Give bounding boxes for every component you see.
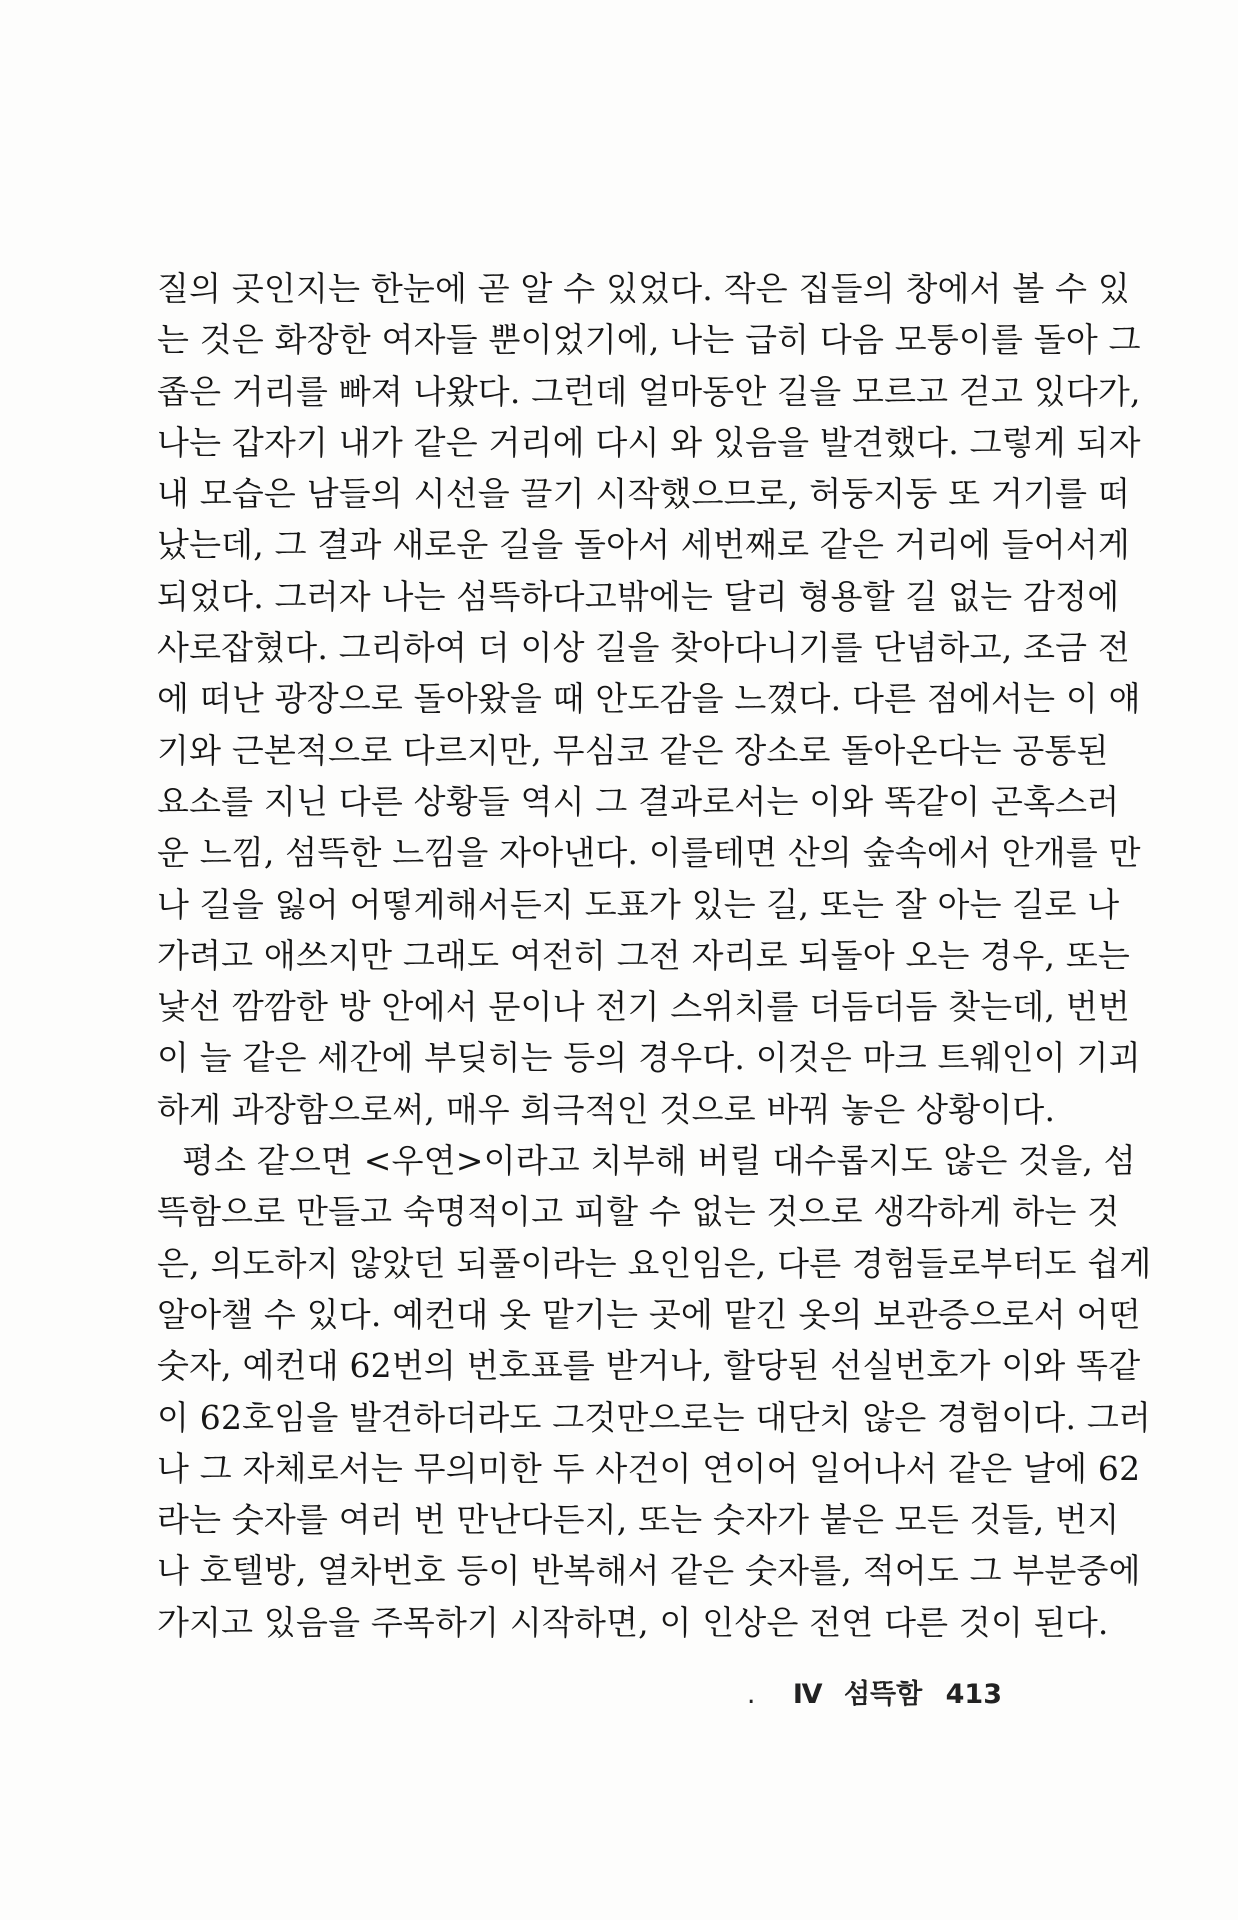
text-line: 나 길을 잃어 어떻게해서든지 도표가 있는 길, 또는 잘 아는 길로 나	[157, 884, 1120, 924]
text-line: 나 호텔방, 열차번호 등이 반복해서 같은 숫자를, 적어도 그 부분중에	[157, 1551, 1141, 1591]
section-title: 섬뜩함	[843, 1679, 923, 1710]
text-line: 숫자, 예컨대 62번의 번호표를 받거나, 할당된 선실번호가 이와 똑같	[157, 1346, 1141, 1386]
text-line: 기와 근본적으로 다르지만, 무심코 같은 장소로 돌아온다는 공통된	[157, 730, 1109, 770]
text-line: 평소 같으면 <우연>이라고 치부해 버릴 대수롭지도 않은 것을, 섬	[182, 1141, 1136, 1181]
text-line: 질의 곳인지는 한눈에 곧 알 수 있었다. 작은 집들의 창에서 볼 수 있	[157, 269, 1130, 308]
text-line: 은, 의도하지 않았던 되풀이라는 요인임은, 다른 경험들로부터도 쉽게	[157, 1243, 1152, 1283]
running-footer	[0, 1672, 1002, 1711]
text-line: 가지고 있음을 주목하기 시작하면, 이 인상은 전연 다른 것이 된다.	[157, 1602, 1109, 1642]
text-line: 나는 갑자기 내가 같은 거리에 다시 와 있음을 발견했다. 그렇게 되자	[157, 422, 1141, 462]
chapter-numeral: Ⅳ	[792, 1679, 823, 1710]
text-line: 이 62호임을 발견하더라도 그것만으로는 대단치 않은 경험이다. 그러	[157, 1397, 1152, 1437]
text-line: 알아챌 수 있다. 예컨대 옷 맡기는 곳에 맡긴 옷의 보관증으로서 어떤	[157, 1294, 1141, 1334]
text-line: 내 모습은 남들의 시선을 끌기 시작했으므로, 허둥지둥 또 거기를 떠	[157, 474, 1131, 514]
text-line: 가려고 애쓰지만 그래도 여전히 그전 자리로 되돌아 오는 경우, 또는	[157, 935, 1131, 975]
page-number: 413	[945, 1679, 1002, 1710]
text-line: 낯선 깜깜한 방 안에서 문이나 전기 스위치를 더듬더듬 찾는데, 번번	[157, 987, 1131, 1027]
text-line: 는 것은 화장한 여자들 뿐이었기에, 나는 급히 다음 모퉁이를 돌아 그	[157, 320, 1141, 360]
text-line: 나 그 자체로서는 무의미한 두 사건이 연이어 일어나서 같은 날에 62	[157, 1448, 1141, 1488]
text-line: 사로잡혔다. 그리하여 더 이상 길을 찾아다니기를 단념하고, 조금 전	[157, 628, 1131, 668]
text-line: 하게 과장함으로써, 매우 희극적인 것으로 바꿔 놓은 상황이다.	[157, 1089, 1056, 1129]
body-text	[157, 263, 1152, 1648]
text-line: 요소를 지닌 다른 상황들 역시 그 결과로서는 이와 똑같이 곤혹스러	[157, 781, 1120, 821]
text-line: 되었다. 그러자 나는 섬뜩하다고밖에는 달리 형용할 길 없는 감정에	[157, 576, 1120, 616]
text-line: 에 떠난 광장으로 돌아왔을 때 안도감을 느꼈다. 다른 점에서는 이 얘	[157, 679, 1141, 719]
text-line: 뜩함으로 만들고 숙명적이고 피할 수 없는 것으로 생각하게 하는 것	[157, 1192, 1120, 1232]
text-line: 라는 숫자를 여러 번 만난다든지, 또는 숫자가 붙은 모든 것들, 번지	[157, 1500, 1120, 1540]
text-line: 운 느낌, 섬뜩한 느낌을 자아낸다. 이를테면 산의 숲속에서 안개를 만	[157, 833, 1141, 873]
text-line: 좁은 거리를 빠져 나왔다. 그런데 얼마동안 길을 모르고 걷고 있다가,	[157, 371, 1141, 411]
footer-dot: .	[746, 1679, 756, 1710]
paragraph-1	[157, 263, 1141, 1135]
text-line: 이 늘 같은 세간에 부딪히는 등의 경우다. 이것은 마크 트웨인이 기괴	[157, 1038, 1141, 1078]
paragraph-2	[157, 1135, 1152, 1648]
text-line: 났는데, 그 결과 새로운 길을 돌아서 세번째로 같은 거리에 들어서게	[157, 525, 1131, 565]
